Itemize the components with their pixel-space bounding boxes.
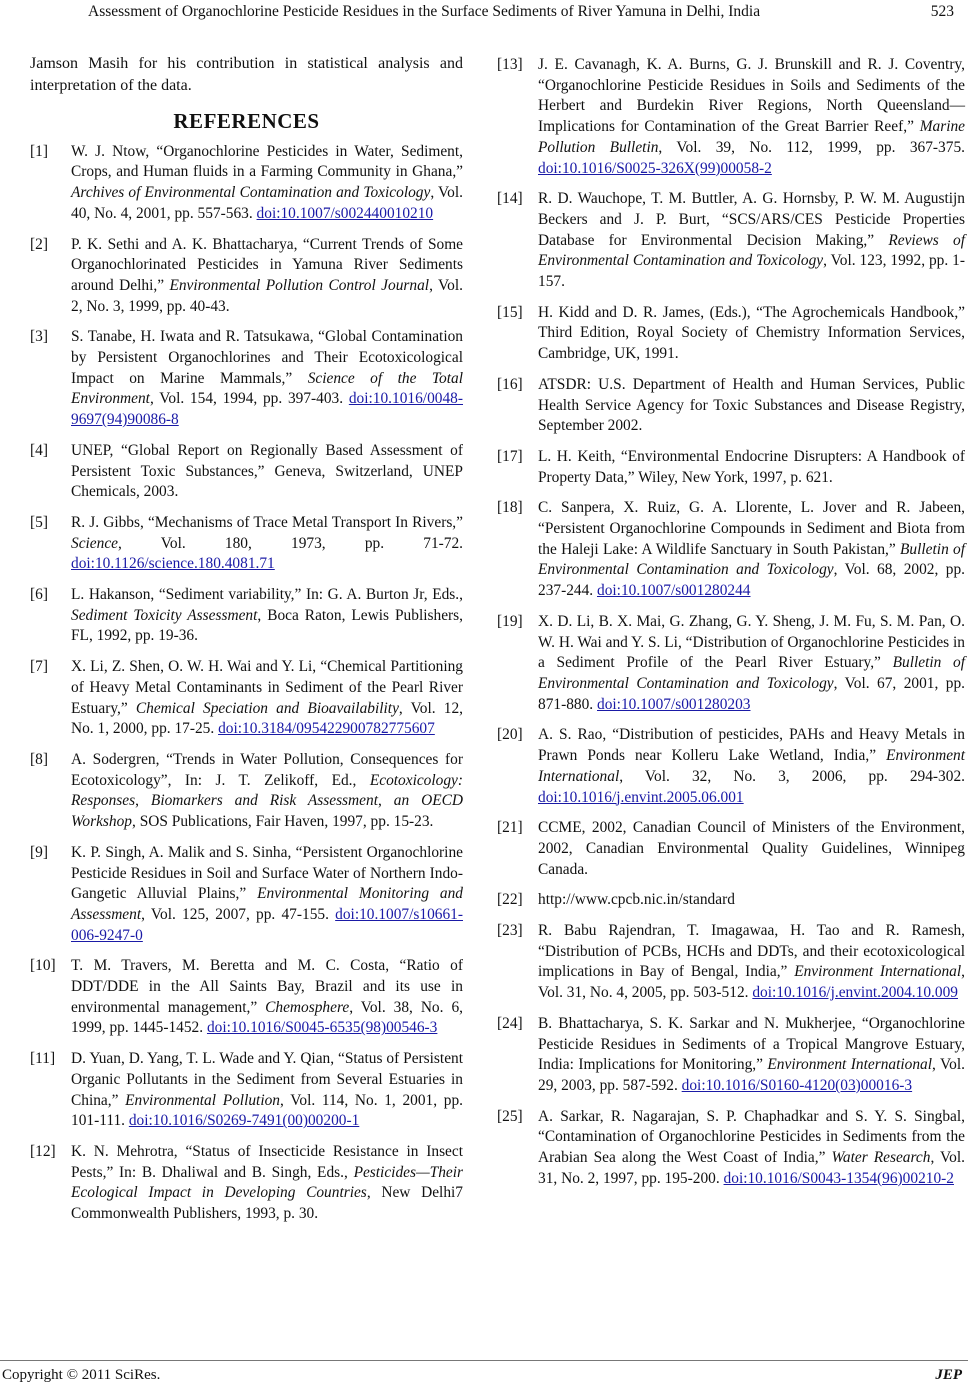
reference-number: [1] <box>30 142 48 160</box>
reference-number: [8] <box>30 750 48 768</box>
reference-number: [7] <box>30 658 48 676</box>
reference-text: , Vol. 12, No. 1, 2000, pp. 17-25. <box>71 699 464 738</box>
reference-number: [13] <box>497 56 523 73</box>
reference-text: J. E. Cavanagh, K. A. Burns, G. J. Brunskill and R. J. Coventry, “Organochlorine Pesticide Residues in Soils and Sediments of the Herbert and Burdekin River Regions, North Queensland—Implications for Contamination of the Great Barrier Reef,” <box>538 56 965 136</box>
doi-link[interactable]: doi:10.1016/S0045-6535(98)00546-3 <box>206 1019 438 1037</box>
reference-text: R. J. Gibbs, “Mechanisms of Trace Metal Transport In Rivers,” <box>71 513 463 531</box>
doi-link[interactable]: doi:10.3184/095422900782775607 <box>218 720 435 738</box>
reference-text: , Vol. 40, No. 4, 2001, pp. 557-563. <box>71 184 463 222</box>
reference-source: Bulletin of Environmental Contamination and Toxicology <box>538 540 966 579</box>
reference-list-right <box>497 55 965 1189</box>
reference-text: K. N. Mehrotra, “Status of Insecticide Resistance in Insect Pests,” In: B. Dhaliwal and B. Singh, Eds., <box>71 1142 463 1181</box>
reference-text: , Boca Raton, Lewis Publishers, FL, 1992, pp. 19-36. <box>71 606 463 645</box>
doi-link[interactable]: doi:10.1016/S0160-4120(03)00016-3 <box>681 1076 913 1094</box>
reference-source: Chemical Speciation and Bioavailability <box>135 699 399 717</box>
journal-abbrev: JEP <box>935 1367 962 1383</box>
reference-item <box>497 1107 965 1190</box>
reference-text: , Vol. 114, No. 1, 2001, pp. 101-111. <box>71 1091 463 1130</box>
reference-text: R. Babu Rajendran, T. Imagawaa, H. Tao and R. Ramesh, “Distribution of PCBs, HCHs and DDTs, and their ecotoxicological implications in Bay of Bengal, India,” <box>538 922 965 981</box>
reference-text: T. M. Travers, M. Beretta and M. C. Costa, “Ratio of DDT/DDE in the All Saints Bay, Brazil and its use in environmental management,” <box>71 957 463 1016</box>
reference-text: , New Delhi7 Commonwealth Publishers, 1993, p. 30. <box>71 1184 463 1223</box>
reference-item <box>497 498 965 602</box>
reference-number: [14] <box>497 190 523 208</box>
reference-text: A. S. Rao, “Distribution of pesticides, PAHs and Heavy Metals in Prawn Ponds near Kolleru Lake Wetland, India,” <box>538 726 965 765</box>
reference-source: Environment International <box>538 747 965 785</box>
reference-number: [6] <box>30 586 48 604</box>
reference-text: K. P. Singh, A. Malik and S. Sinha, “Persistent Organochlorine Pesticide Residues in Soil and Surface Water of Northern Indo-Gangetic Alluvial Plains,” <box>71 843 463 903</box>
reference-text: D. Yuan, D. Yang, T. L. Wade and Y. Qian, “Status of Persistent Organic Pollutants in the Sediment from Several Estuaries in China,” <box>71 1050 463 1109</box>
doi-link[interactable]: doi:10.1016/S0043-1354(96)00210-2 <box>723 1169 954 1187</box>
doi-link[interactable]: doi:10.1016/j.envint.2005.06.001 <box>538 788 744 806</box>
reference-text: H. Kidd and D. R. James, (Eds.), “The Agrochemicals Handbook,” Third Edition, Royal Society of Chemistry Information Services, Cambridge, UK, 1991. <box>538 303 965 363</box>
reference-text: http://www.cpcb.nic.in/standard <box>538 891 735 909</box>
reference-source: Chemosphere <box>265 998 350 1016</box>
reference-source: Environmental Monitoring and Assessment <box>71 885 464 923</box>
reference-list-left <box>30 142 463 1225</box>
reference-text: A. Sarkar, R. Nagarajan, S. P. Chaphadkar and S. Y. S. Singbal, “Contamination of Organochlorine Pesticides in Sediments from the Arabian Sea along the West Coast of India,” <box>538 1107 965 1167</box>
reference-text: , Vol. 2, No. 3, 1999, pp. 40-43. <box>71 276 463 315</box>
doi-link[interactable]: doi:10.1007/s002440010210 <box>256 204 434 222</box>
reference-number: [11] <box>30 1050 56 1068</box>
reference-number: [10] <box>30 957 56 975</box>
doi-link[interactable]: doi:10.1016/j.envint.2004.10.009 <box>752 984 958 1002</box>
running-title: Assessment of Organochlorine Pesticide Residues in the Surface Sediments of River Yamuna in Delhi, India <box>88 3 761 20</box>
page-footer <box>0 1360 968 1383</box>
reference-text: B. Bhattacharya, S. K. Sarkar and N. Mukherjee, “Organochlorine Pesticide Residues in Sediments of a Tropical Mangrove Estuary, India: Implications for Monitoring,” <box>538 1014 965 1074</box>
reference-text: , Vol. 32, No. 3, 2006, pp. 294-302. <box>619 767 965 785</box>
doi-link[interactable]: doi:10.1007/s10661-006-9247-0 <box>71 905 463 944</box>
reference-source: Science <box>71 534 118 552</box>
reference-item <box>30 1049 463 1132</box>
reference-item <box>30 585 463 647</box>
reference-source: Biomarkers and Risk Assessment <box>150 792 378 810</box>
reference-text: L. H. Keith, “Environmental Endocrine Disrupters: A Handbook of Property Data,” Wiley, New York, 1997, p. 621. <box>538 447 965 486</box>
reference-item <box>30 142 463 225</box>
reference-source: Sediment Toxicity Assessment <box>71 606 258 624</box>
doi-link[interactable]: doi:10.1007/s001280244 <box>597 582 751 600</box>
copyright-text: Copyright © 2011 SciRes. <box>2 1367 161 1383</box>
references-heading: REFERENCES <box>173 109 320 133</box>
doi-link[interactable]: doi:10.1126/science.180.4081.71 <box>71 555 275 573</box>
reference-source: Environment International <box>794 963 962 981</box>
doi-link[interactable]: doi:10.1016/0048-9697(94)90086-8 <box>71 390 463 429</box>
reference-text: , Vol. 31, No. 4, 2005, pp. 503-512. <box>538 963 965 1002</box>
doi-link[interactable]: doi:10.1007/s001280203 <box>597 695 751 713</box>
reference-source: Bulletin of Environmental Contamination and Toxicology <box>538 654 965 692</box>
reference-text: , Vol. 29, 2003, pp. 587-592. <box>538 1056 965 1094</box>
reference-item <box>497 189 965 293</box>
reference-number: [16] <box>497 375 523 393</box>
reference-source: Reviews of Environmental Contamination and Toxicology <box>538 231 965 270</box>
reference-text: , <box>377 792 394 810</box>
right-column <box>497 55 965 1199</box>
reference-item <box>30 750 463 833</box>
reference-source: Archives of Environmental Contamination and Toxicology <box>71 184 431 202</box>
doi-link[interactable]: doi:10.1016/S0269-7491(00)00200-1 <box>128 1112 360 1130</box>
reference-text: X. D. Li, B. X. Mai, G. Zhang, G. Y. Sheng, J. M. Fu, S. M. Pan, O. W. H. Wai and Y. S. Li, “Distribution of Organochlorine Pesticides in a Sediment Profile of the Pearl River Estuary,” <box>538 612 965 672</box>
reference-number: [17] <box>497 447 523 465</box>
reference-text: , Vol. 39, No. 112, 1999, pp. 367-375. <box>658 138 965 156</box>
reference-text: R. D. Wauchope, T. M. Buttler, A. G. Hornsby, P. W. M. Augustijn Beckers and J. P. Burt, “SCS/ARS/CES Pesticide Properties Database for Environmental Decision Making,” <box>538 190 965 249</box>
reference-source: Environmental Pollution Control Journal <box>169 276 430 294</box>
reference-number: [12] <box>30 1142 56 1160</box>
reference-item <box>497 890 965 911</box>
reference-number: [18] <box>497 499 523 517</box>
reference-number: [22] <box>497 891 523 909</box>
reference-item <box>497 55 965 179</box>
reference-text: ATSDR: U.S. Department of Health and Human Services, Public Health Service Agency for Toxic Substances and Disease Registry, September 2002. <box>538 375 965 435</box>
acknowledgement-paragraph: Jamson Masih for his contribution in statistical analysis and interpretation of the data. <box>30 55 463 94</box>
reference-number: [15] <box>497 303 523 321</box>
reference-text: P. K. Sethi and A. K. Bhattacharya, “Current Trends of Some Organochlorinated Pesticides in Yamuna River Sediments around Delhi,” <box>71 235 463 294</box>
reference-text: S. Tanabe, H. Iwata and R. Tatsukawa, “Global Contamination by Persistent Organochlorines and Their Ecotoxicological Impact on Marine Mammals,” <box>71 328 463 387</box>
reference-text: L. Hakanson, “Sediment variability,” In: G. A. Burton Jr, Eds., <box>71 586 463 604</box>
reference-text: W. J. Ntow, “Organochlorine Pesticides in Water, Sediment, Crops, and Human fluids in a Farming Community in Ghana,” <box>71 142 463 181</box>
reference-item <box>30 1142 463 1225</box>
reference-number: [24] <box>497 1014 523 1032</box>
reference-item <box>497 612 965 716</box>
reference-text: , SOS Publications, Fair Haven, 1997, pp. 15-23. <box>132 813 434 831</box>
reference-text: , Vol. 38, No. 6, 1999, pp. 1445-1452. <box>71 998 463 1037</box>
page-number: 523 <box>930 3 954 20</box>
reference-text: , Vol. 154, 1994, pp. 397-403. <box>149 390 349 408</box>
reference-source: Environmental Pollution <box>125 1091 280 1109</box>
reference-source: Ecotoxicology: Responses <box>71 771 463 810</box>
reference-text: X. Li, Z. Shen, O. W. H. Wai and Y. Li, “Chemical Partitioning of Heavy Metal Contaminants in Sediment of the Pearl River Estuary,” <box>71 658 463 717</box>
reference-item <box>497 725 965 808</box>
reference-number: [20] <box>497 726 523 744</box>
doi-link[interactable]: doi:10.1016/S0025-326X(99)00058-2 <box>538 159 772 177</box>
reference-text: , <box>135 792 151 810</box>
reference-item <box>30 441 463 503</box>
reference-text: CCME, 2002, Canadian Council of Ministers of the Environment, 2002, Canadian Environmental Quality Guidelines, Winnipeg Canada. <box>538 819 965 878</box>
reference-item <box>30 235 463 318</box>
reference-item <box>30 327 463 431</box>
reference-text: , Vol. 31, No. 2, 1997, pp. 195-200. <box>538 1149 966 1187</box>
reference-number: [21] <box>497 819 523 837</box>
reference-source: Marine Pollution Bulletin <box>538 118 965 156</box>
reference-source: an OECD Workshop <box>71 792 463 831</box>
reference-item <box>30 956 463 1039</box>
reference-number: [23] <box>497 922 523 940</box>
reference-source: Pesticides—Their Ecological Impact in Developing Countries <box>71 1163 463 1202</box>
reference-text: C. Sanpera, X. Ruiz, G. A. Llorente, L. Jover and R. Jabeen, “Persistent Organochlorine Compounds in Sediment and Biota from the Haleji Lake: A Wildlife Sanctuary in South Pakistan,” <box>538 499 965 558</box>
reference-item <box>30 513 463 575</box>
reference-number: [9] <box>30 843 48 861</box>
reference-item <box>497 375 965 437</box>
reference-source: Science of the Total Environment <box>71 369 463 408</box>
reference-item <box>497 303 965 365</box>
reference-source: Environment International <box>767 1056 933 1074</box>
reference-text: UNEP, “Global Report on Regionally Based Assessment of Persistent Toxic Substances,” Geneva, Switzerland, UNEP Chemicals, 2003. <box>71 441 463 501</box>
reference-item <box>497 921 965 1004</box>
reference-item <box>497 818 965 880</box>
reference-text: A. Sodergren, “Trends in Water Pollution, Consequences for Ecotoxicology”, In: J. T. Zelikoff, Ed., <box>71 750 463 789</box>
reference-text: , Vol. 67, 2001, pp. 871-880. <box>538 674 965 713</box>
left-column <box>30 49 463 1235</box>
reference-number: [2] <box>30 235 48 253</box>
reference-text: , Vol. 123, 1992, pp. 1-157. <box>538 252 965 291</box>
reference-number: [4] <box>30 441 48 459</box>
reference-number: [3] <box>30 328 48 346</box>
reference-item <box>497 447 965 488</box>
reference-item <box>30 843 463 947</box>
reference-text: , Vol. 125, 2007, pp. 47-155. <box>141 905 336 923</box>
reference-text: , Vol. 68, 2002, pp. 237-244. <box>538 561 965 600</box>
reference-item <box>30 657 463 740</box>
reference-item <box>497 1014 965 1097</box>
reference-source: Water Research <box>831 1149 931 1167</box>
reference-number: [25] <box>497 1107 523 1125</box>
reference-number: [19] <box>497 612 523 630</box>
reference-text: , Vol. 180, 1973, pp. 71-72. <box>118 534 463 552</box>
reference-number: [5] <box>30 513 48 531</box>
